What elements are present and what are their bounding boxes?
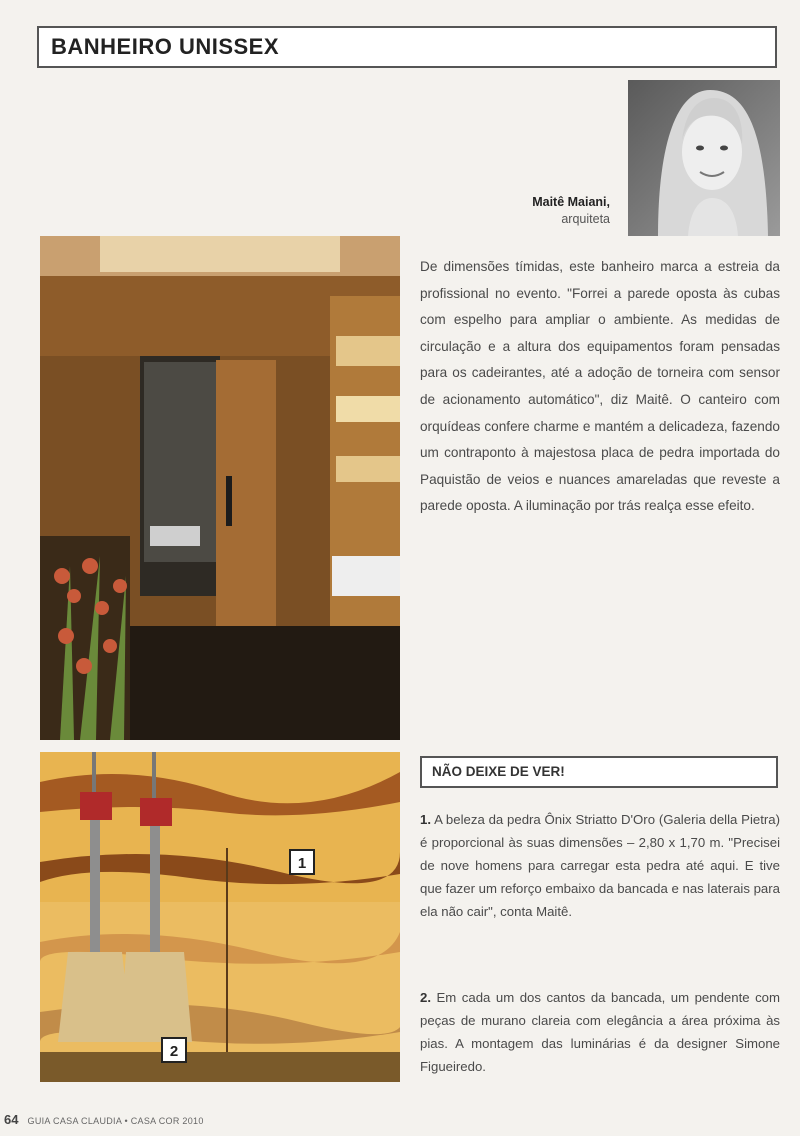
author-credit	[532, 194, 610, 228]
photo-label-2: 2	[169, 1043, 179, 1060]
article-body: De dimensões tímidas, este banheiro marca a estreia da profissional no evento. "Forrei a parede oposta às cubas com espelho para ampliar o ambiente. As medidas de circulação e a altura dos equipamentos foram pensadas para os cadeirantes, até a adoção de torneira com sensor de acionamento automático", diz Maitê. O canteiro com orquídeas confere charme e mantém a delicadeza, fazendo um contraponto à majestosa placa de pedra importada do Paquistão de veios e nuances amareladas que reveste a parede oposta. A iluminação por trás realça esse efeito.	[420, 259, 780, 514]
title-box	[37, 26, 777, 68]
photo-label-1: 1	[297, 855, 307, 872]
page-title: BANHEIRO UNISSEX	[51, 34, 280, 59]
publication-name: GUIA CASA CLAUDIA • CASA COR 2010	[27, 1116, 204, 1126]
page-number: 64	[4, 1112, 19, 1127]
item-number: 1.	[420, 812, 431, 827]
item-text: Em cada um dos cantos da bancada, um pendente com peças de murano clareia com elegância a área próxima às pias. A montagem das luminárias é da designer Simone Figueiredo.	[420, 990, 780, 1074]
sidebar-heading-box	[420, 756, 778, 788]
sidebar-item	[420, 808, 780, 923]
author-portrait	[628, 80, 780, 236]
bathroom-photo	[40, 236, 400, 740]
author-name: Maitê Maiani,	[532, 195, 610, 209]
item-number: 2.	[420, 990, 431, 1005]
sidebar-heading: NÃO DEIXE DE VER!	[432, 764, 565, 779]
page-footer	[4, 1112, 204, 1127]
stone-wall-photo	[40, 752, 400, 1082]
sidebar-item	[420, 986, 780, 1078]
item-text: A beleza da pedra Ônix Striatto D'Oro (Galeria della Pietra) é proporcional às suas dimensões – 2,80 x 1,70 m. "Precisei de nove homens para carregar esta pedra até aqui. E tive que fazer um reforço embaixo da bancada e nas laterais para ela não cair", conta Maitê.	[420, 812, 780, 919]
author-role: arquiteta	[561, 212, 610, 226]
